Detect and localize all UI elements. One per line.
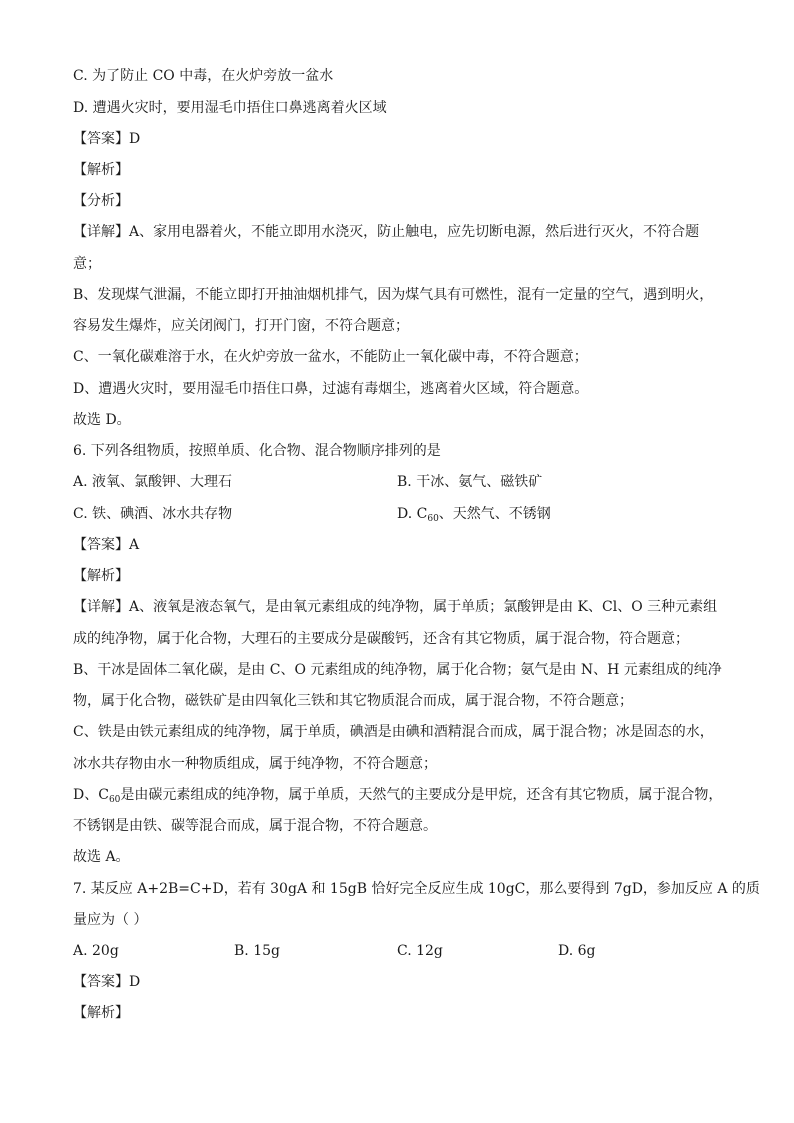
q6-detail-c-line1: C、铁是由铁元素组成的纯净物，属于单质，碘酒是由碘和酒精混合而成，属于混合物；冰是固态的水， (73, 724, 714, 740)
q5-detail-c: C、一氧化碳难溶于水，在火炉旁放一盆水，不能防止一氧化碳中毒，不符合题意； (73, 349, 588, 365)
q5-analysis-heading: 【解析】 (73, 162, 129, 178)
q5-detail-d: D、遭遇火灾时，要用湿毛巾捂住口鼻，过滤有毒烟尘，逃离着火区域，符合题意。 (73, 381, 589, 397)
q6-analysis-heading: 【解析】 (73, 568, 129, 584)
q7-option-d: D. 6g (558, 943, 596, 959)
q6-detail-a-line2: 成的纯净物，属于化合物，大理石的主要成分是碳酸钙，还含有其它物质，属于混合物，符合题意； (73, 631, 689, 647)
q6-detail-b-line1: B、干冰是固体二氧化碳，是由 C、O 元素组成的纯净物，属于化合物；氨气是由 N、H 元素组成的纯净 (73, 662, 722, 678)
q6-detail-d-line1 (73, 785, 734, 805)
q6-detail-d-prefix: D、C (73, 787, 109, 803)
q5-option-c: C. 为了防止 CO 中毒，在火炉旁放一盆水 (73, 68, 334, 84)
q6-option-c: C. 铁、碘酒、冰水共存物 (73, 506, 233, 522)
q6-detail-b-line2: 物，属于化合物，磁铁矿是由四氧化三铁和其它物质混合而成，属于混合物，不符合题意； (73, 693, 633, 709)
q6-stem: 6. 下列各组物质，按照单质、化合物、混合物顺序排列的是 (73, 443, 441, 459)
q7-stem-line2: 量应为（ ） (73, 912, 148, 928)
q5-detail-b-line1: B、发现煤气泄漏，不能立即打开抽油烟机排气，因为煤气具有可燃性，混有一定量的空气，遇到明火， (73, 287, 714, 303)
q6-conclusion: 故选 A。 (73, 849, 130, 865)
q5-detail-a-line2: 意； (73, 256, 101, 272)
q6-option-d (397, 504, 551, 524)
q6-detail-a-line1: 【详解】A、液氧是液态氧气，是由氧元素组成的纯净物，属于单质；氯酸钾是由 K、Cl、O 三种元素组 (73, 599, 718, 615)
q6-detail-c-line2: 冰水共存物由水一种物质组成，属于纯净物，不符合题意； (73, 756, 437, 772)
q6-answer: 【答案】A (73, 537, 140, 553)
q6-option-b: B. 干冰、氨气、磁铁矿 (397, 474, 543, 490)
q7-option-b: B. 15g (234, 943, 280, 959)
q5-option-d: D. 遭遇火灾时，要用湿毛巾捂住口鼻逃离着火区域 (73, 100, 387, 116)
q6-detail-d-subscript: 60 (108, 795, 121, 805)
q7-option-a: A. 20g (73, 943, 119, 959)
q7-stem-line1: 7. 某反应 A+2B=C+D，若有 30gA 和 15gB 恰好完全反应生成 10gC，那么要得到 7gD，参加反应 A 的质 (73, 881, 760, 897)
q6-option-d-subscript: 60 (427, 514, 439, 524)
q5-detail-b-line2: 容易发生爆炸，应关闭阀门，打开门窗，不符合题意； (73, 318, 409, 334)
q6-detail-d-suffix: 是由碳元素组成的纯净物，属于单质，天然气的主要成分是甲烷，还含有其它物质，属于混合物， (120, 787, 723, 803)
q6-option-d-prefix: D. C (397, 506, 428, 522)
q5-fenxi-heading: 【分析】 (73, 193, 129, 209)
q5-detail-a-line1: 【详解】A、家用电器着火，不能立即用水浇灭，防止触电，应先切断电源，然后进行灭火，不符合题 (73, 224, 700, 240)
q7-option-c: C. 12g (397, 943, 443, 959)
q6-option-a: A. 液氧、氯酸钾、大理石 (73, 474, 233, 490)
q7-answer: 【答案】D (73, 974, 141, 990)
q6-option-d-suffix: 、天然气、不锈钢 (438, 506, 551, 522)
q6-detail-d-line2: 不锈钢是由铁、碳等混合而成，属于混合物，不符合题意。 (73, 818, 437, 834)
q7-analysis-heading: 【解析】 (73, 1005, 129, 1021)
q5-answer: 【答案】D (73, 131, 141, 147)
q5-conclusion: 故选 D。 (73, 412, 131, 428)
